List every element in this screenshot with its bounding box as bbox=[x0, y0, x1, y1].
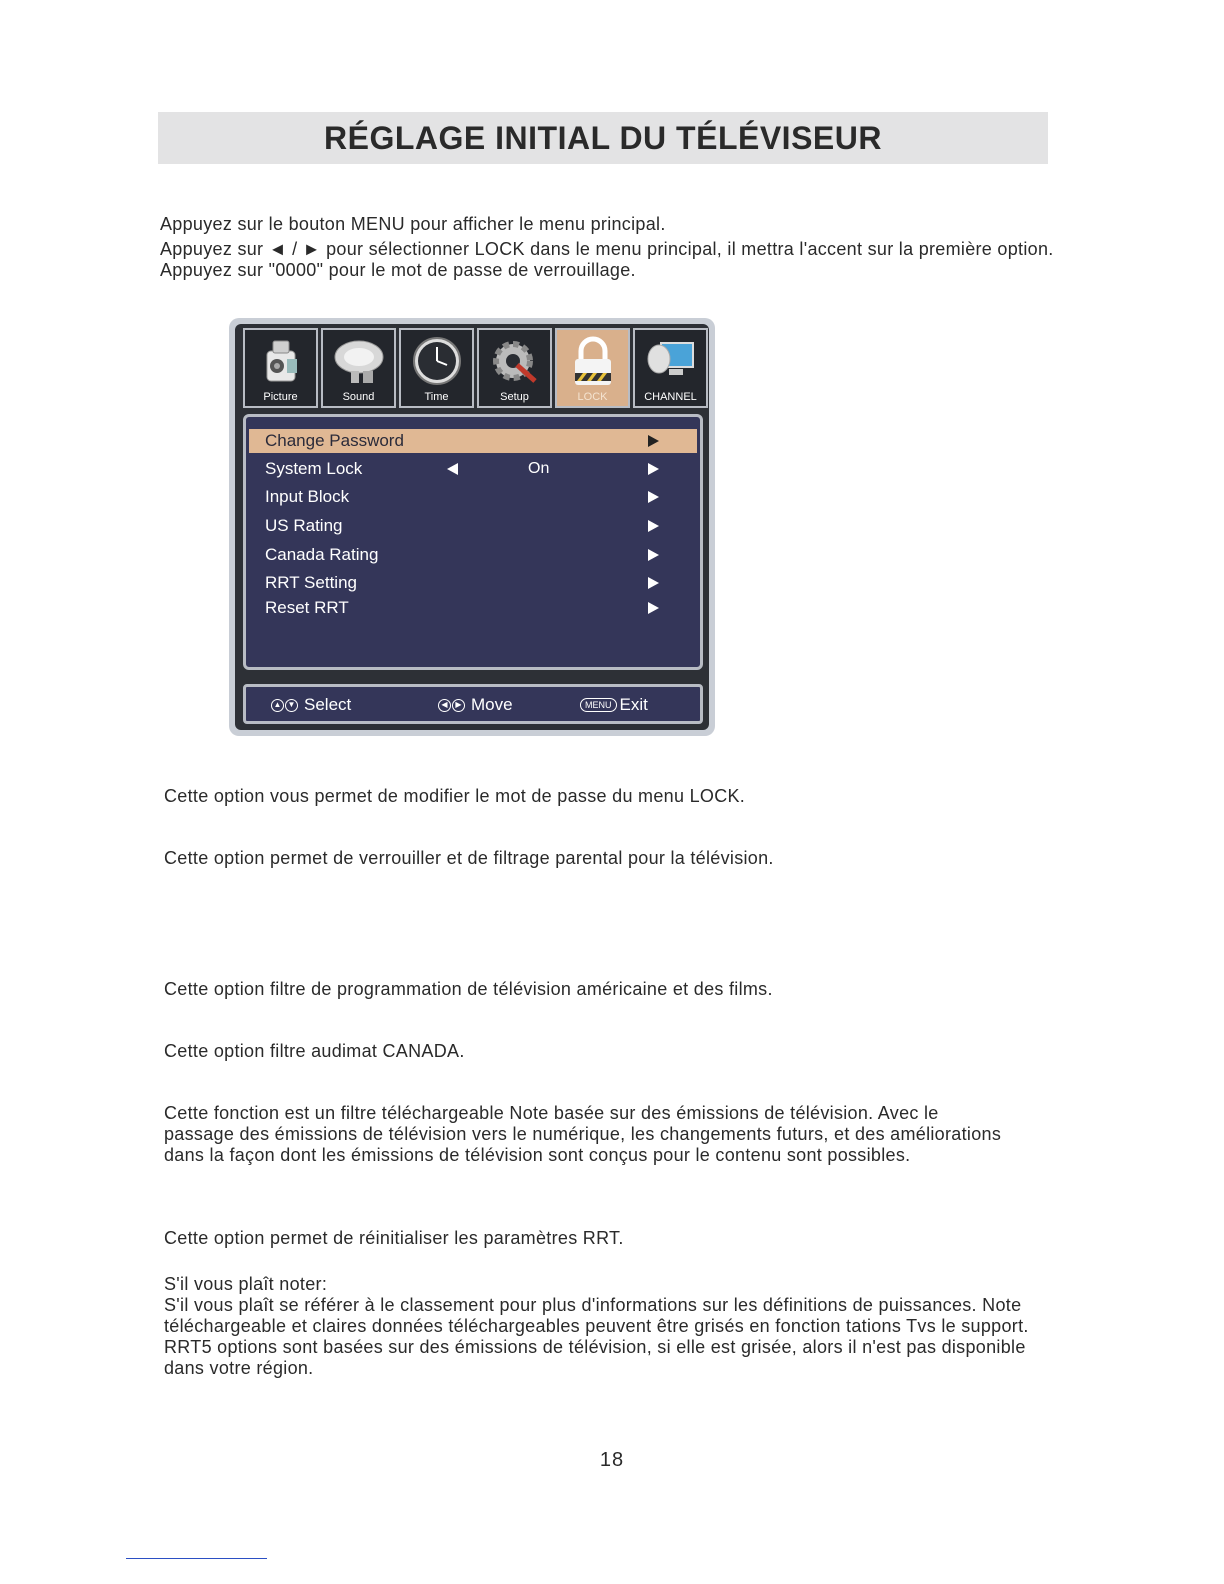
hint-move bbox=[438, 695, 513, 715]
sound-icon bbox=[331, 335, 387, 391]
page-title: RÉGLAGE INITIAL DU TÉLÉVISEUR bbox=[324, 119, 882, 156]
menu-item-label: Canada Rating bbox=[265, 545, 379, 564]
menu-item-label: Reset RRT bbox=[265, 598, 349, 617]
chevron-right-icon[interactable] bbox=[648, 463, 659, 475]
desc-rrt-setting: Cette fonction est un filtre téléchargeable Note basée sur des émissions de télévision. Avec le passage des émissions de télévision vers le numérique, les changements futurs, et des améliorations dans la façon dont les émissions de télévision sont conçus pour le contenu sont possibles. bbox=[164, 1103, 1002, 1165]
chevron-right-icon bbox=[648, 435, 659, 447]
chevron-right-icon bbox=[648, 602, 659, 614]
desc-us-rating: Cette option filtre de programmation de télévision américaine et des films. bbox=[164, 979, 773, 999]
intro-line-2: Appuyez sur ◄ / ► pour sélectionner LOCK dans le menu principal, il mettra l'accent sur la première option. bbox=[160, 239, 1054, 259]
tab-label: Picture bbox=[263, 391, 298, 403]
menu-item-label: RRT Setting bbox=[265, 573, 357, 592]
menu-item-reset-rrt[interactable] bbox=[249, 596, 697, 620]
menu-item-canada-rating[interactable] bbox=[249, 543, 697, 567]
tab-label: CHANNEL bbox=[644, 391, 697, 403]
camcorder-icon bbox=[255, 335, 307, 391]
tab-label: Sound bbox=[342, 391, 375, 403]
menu-key-icon: MENU bbox=[580, 698, 617, 712]
clock-icon bbox=[409, 335, 465, 391]
menu-key-hints bbox=[243, 684, 703, 724]
tab-time[interactable] bbox=[399, 328, 474, 408]
hint-exit-label: Exit bbox=[619, 695, 648, 714]
tab-setup[interactable] bbox=[477, 328, 552, 408]
footer-divider bbox=[126, 1558, 267, 1559]
tab-lock[interactable] bbox=[555, 328, 630, 408]
menu-item-label: US Rating bbox=[265, 516, 343, 535]
menu-item-label: Input Block bbox=[265, 487, 350, 506]
note-heading: S'il vous plaît noter: bbox=[164, 1274, 328, 1294]
chevron-right-icon bbox=[648, 491, 659, 503]
menu-item-rrt-setting[interactable] bbox=[249, 571, 697, 595]
left-right-keys-icon: ◀ ▶ bbox=[438, 699, 465, 712]
menu-item-label: System Lock bbox=[265, 459, 363, 478]
chevron-right-icon bbox=[648, 577, 659, 589]
satellite-tv-icon bbox=[643, 335, 699, 391]
intro-line-3: Appuyez sur "0000" pour le mot de passe de verrouillage. bbox=[160, 260, 636, 280]
chevron-right-icon bbox=[648, 549, 659, 561]
desc-reset-rrt: Cette option permet de réinitialiser les paramètres RRT. bbox=[164, 1228, 624, 1248]
tab-channel[interactable] bbox=[633, 328, 708, 408]
note-block bbox=[164, 1274, 1054, 1379]
page-number: 18 bbox=[599, 1449, 625, 1471]
menu-item-input-block[interactable] bbox=[249, 485, 697, 509]
title-banner bbox=[158, 112, 1048, 164]
menu-item-us-rating[interactable] bbox=[249, 514, 697, 538]
menu-item-system-lock[interactable] bbox=[249, 457, 697, 481]
menu-options-list bbox=[243, 414, 703, 670]
desc-change-password: Cette option vous permet de modifier le mot de passe du menu LOCK. bbox=[164, 786, 746, 806]
menu-body bbox=[235, 324, 709, 730]
menu-tabs bbox=[243, 328, 708, 408]
tab-sound[interactable] bbox=[321, 328, 396, 408]
tab-picture[interactable] bbox=[243, 328, 318, 408]
padlock-icon bbox=[565, 335, 621, 391]
gear-icon bbox=[487, 335, 543, 391]
chevron-right-icon bbox=[648, 520, 659, 532]
menu-item-change-password[interactable] bbox=[249, 429, 697, 453]
intro-line-1: Appuyez sur le bouton MENU pour afficher le menu principal. bbox=[160, 214, 666, 234]
desc-canada-rating: Cette option filtre audimat CANADA. bbox=[164, 1041, 465, 1061]
hint-select bbox=[271, 695, 351, 715]
menu-item-label: Change Password bbox=[265, 431, 404, 450]
note-text: S'il vous plaît se référer à le classement pour plus d'informations sur les définitions de puissances. Note téléchargeable et claires données téléchargeables peuvent être grisés en fonction tations Tvs le support. RRT5 options sont basées sur des émissions de télévision, si elle est grisée, alors il n'est pas disponible dans votre région. bbox=[164, 1295, 1029, 1378]
hint-exit bbox=[580, 695, 648, 715]
tab-label: Time bbox=[424, 391, 449, 403]
system-lock-value: On bbox=[528, 460, 550, 477]
tab-label: LOCK bbox=[577, 391, 608, 403]
desc-system-lock: Cette option permet de verrouiller et de filtrage parental pour la télévision. bbox=[164, 848, 774, 868]
chevron-left-icon[interactable] bbox=[447, 463, 458, 475]
hint-select-label: Select bbox=[304, 695, 352, 714]
intro-instructions bbox=[160, 214, 1065, 281]
hint-move-label: Move bbox=[471, 695, 513, 714]
up-down-keys-icon: ▲ ▼ bbox=[271, 699, 298, 712]
tab-label: Setup bbox=[500, 391, 529, 403]
tv-lock-menu bbox=[229, 318, 715, 736]
